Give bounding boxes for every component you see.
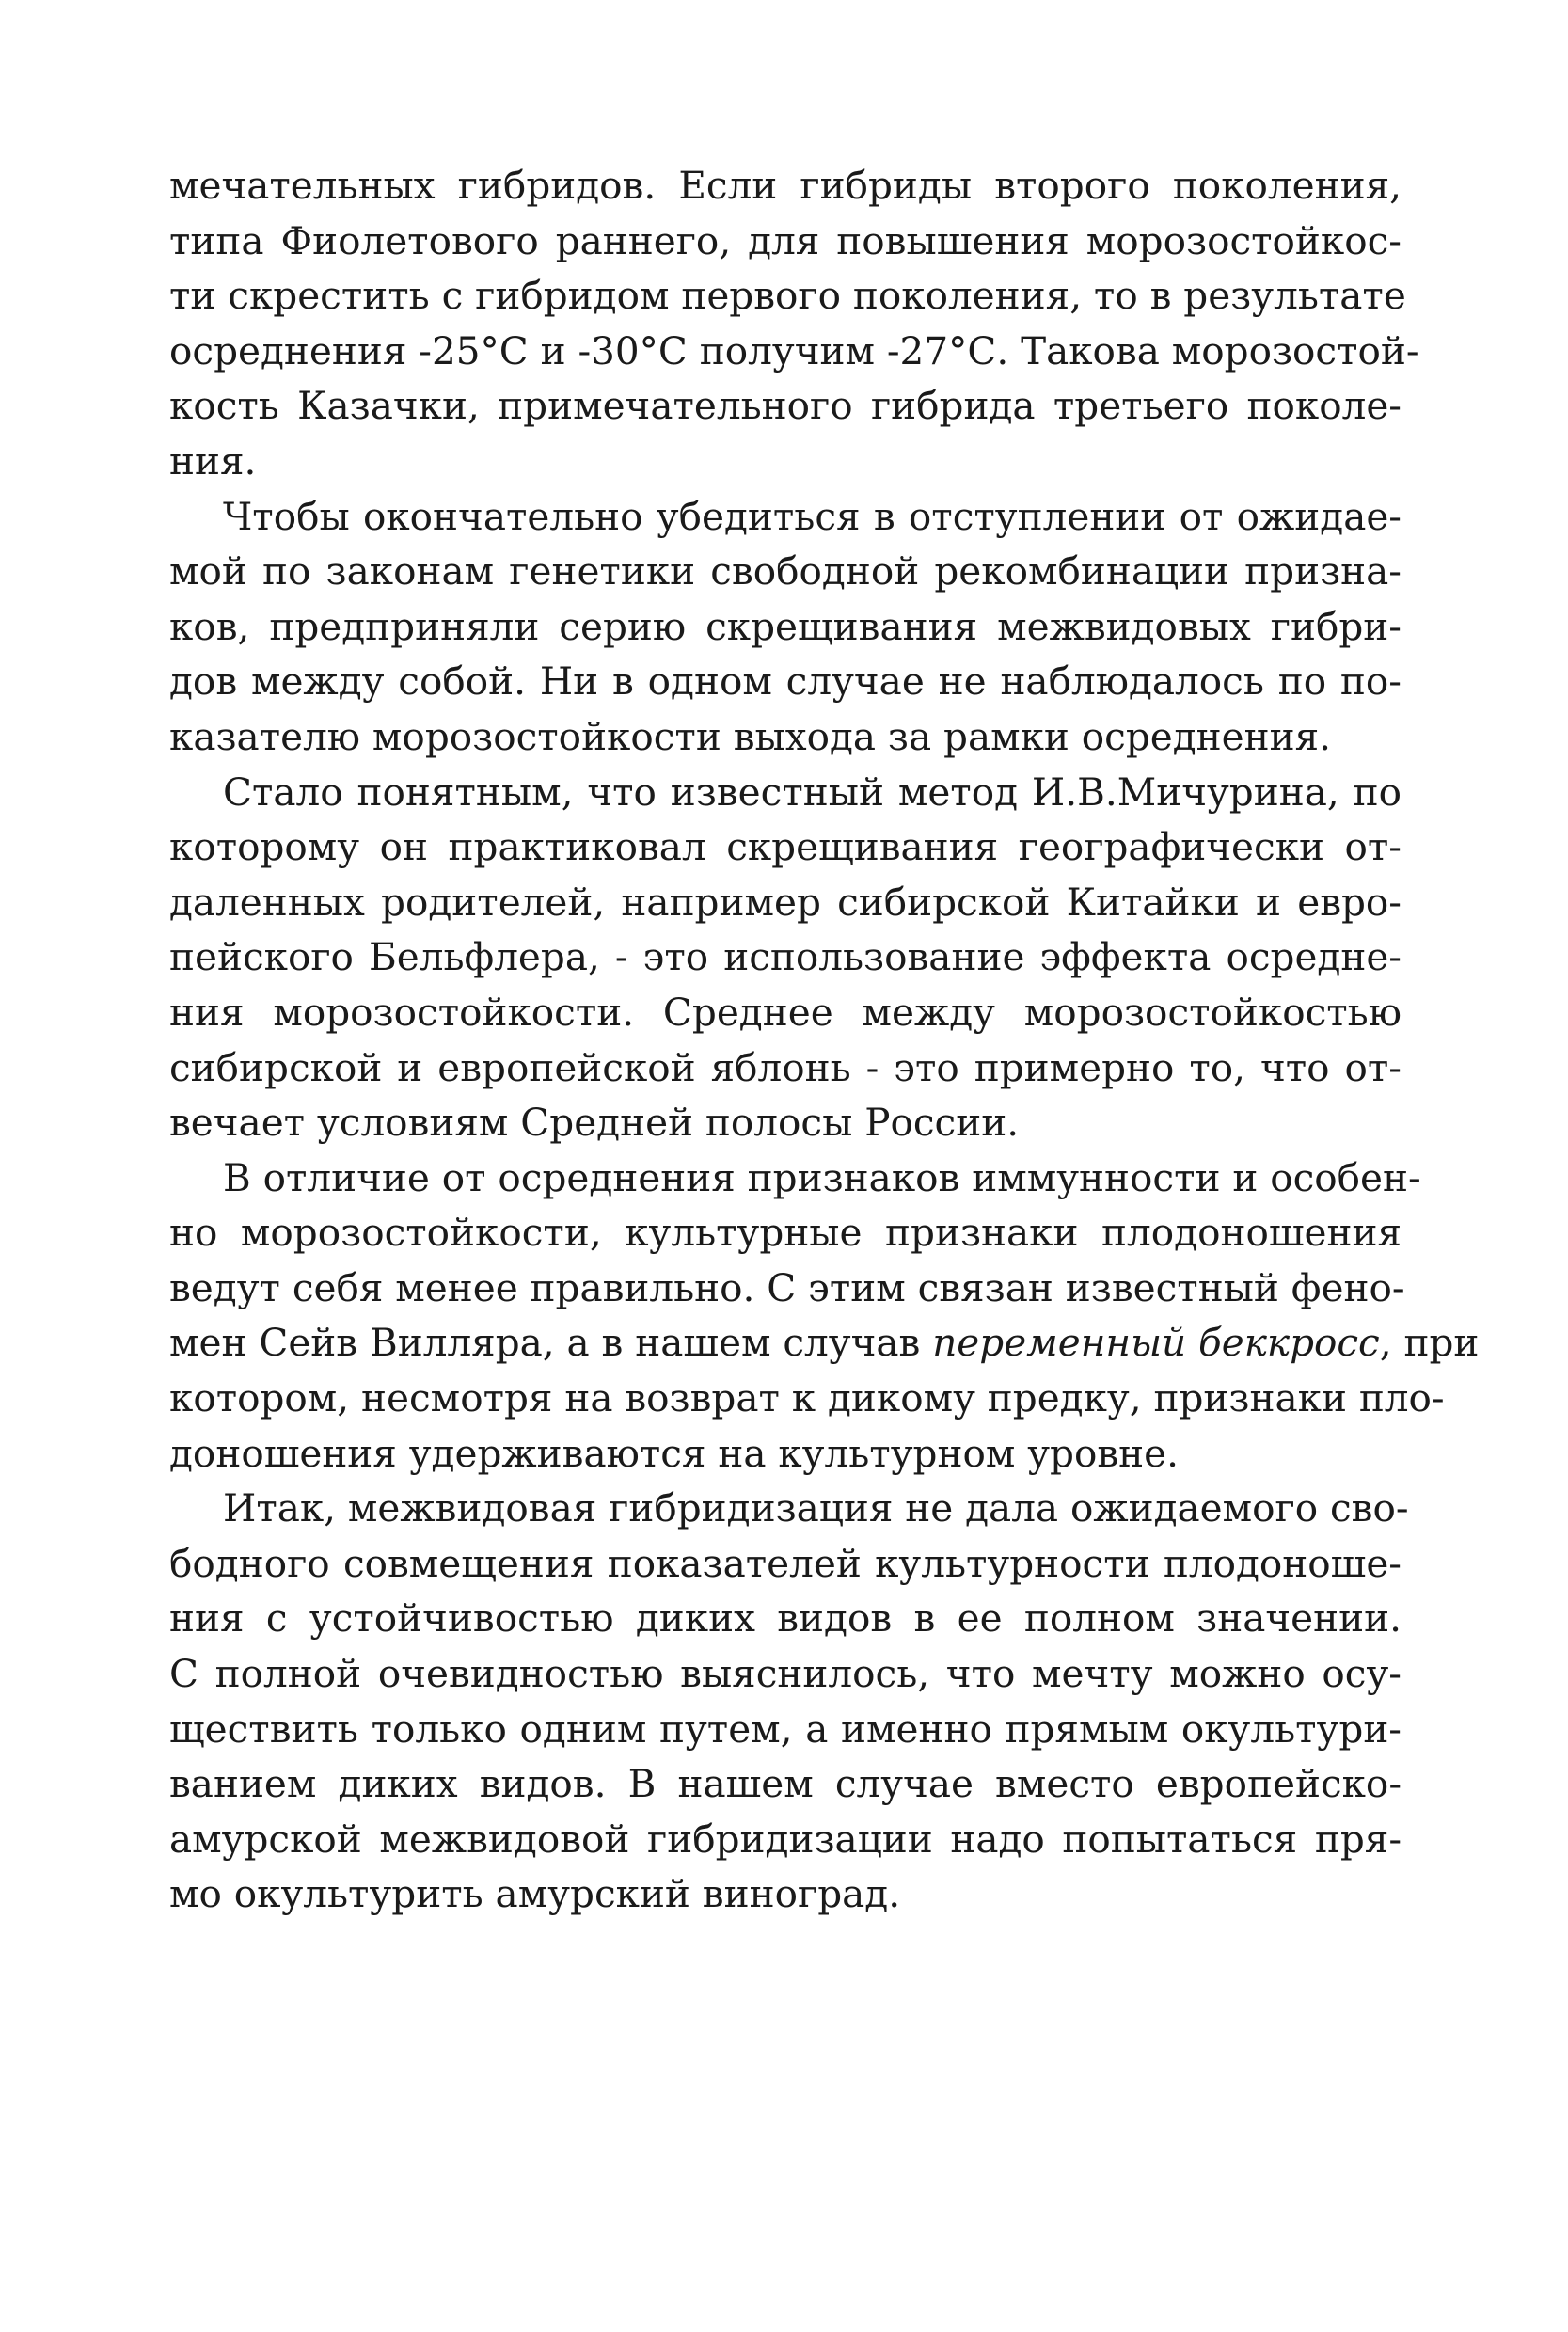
text-fragment: мен Сейв Вилляра, а в нашем случав xyxy=(169,1320,921,1366)
text-line: ния с устойчивостью диких видов в ее полном значении. xyxy=(169,1595,1402,1642)
text-line: ванием диких видов. В нашем случае вместо европейско- xyxy=(169,1761,1402,1807)
text-line: ти скрестить с гибридом первого поколения, то в результате xyxy=(169,273,1406,319)
text-line: дов между собой. Ни в одном случае не наблюдалось по по- xyxy=(169,658,1402,705)
text-line: типа Фиолетового раннего, для повышения морозостойкос- xyxy=(169,217,1402,263)
text-line: мо окультурить амурский виноград. xyxy=(169,1871,901,1917)
text-line: котором, несмотря на возврат к дикому предку, признаки пло- xyxy=(169,1375,1445,1421)
text-line-with-emphasis xyxy=(169,1315,1480,1371)
text-line: мечательных гибридов. Если гибриды второго поколения, xyxy=(169,163,1402,208)
text-line: ществить только одним путем, а именно прямым окультури- xyxy=(169,1705,1402,1752)
body-text xyxy=(169,158,1480,1922)
text-line: В отличие от осреднения признаков иммунности и особен- xyxy=(223,1154,1421,1200)
text-line: даленных родителей, например сибирской Китайки и евро- xyxy=(169,879,1402,925)
text-line: кость Казачки, примечательного гибрида третьего поколе- xyxy=(169,383,1402,429)
text-line: С полной очевидностью выяснилось, что мечту можно осу- xyxy=(169,1651,1402,1697)
text-line: бодного совмещения показателей культурности плодоноше- xyxy=(169,1540,1402,1586)
text-line: амурской межвидовой гибридизации надо попытаться пря- xyxy=(169,1816,1402,1862)
text-line: мой по законам генетики свободной рекомбинации призна- xyxy=(169,548,1402,595)
text-line: пейского Бельфлера, - это использование эффекта осредне- xyxy=(169,934,1402,980)
text-fragment: , при xyxy=(1379,1320,1480,1366)
text-line: но морозостойкости, культурные признаки плодоношения xyxy=(169,1210,1402,1256)
text-line: ния. xyxy=(169,437,257,484)
text-line: Стало понятным, что известный метод И.В.Мичурина, по xyxy=(223,769,1402,815)
text-line: ков, предприняли серию скрещивания межвидовых гибри- xyxy=(169,603,1402,649)
text-line: сибирской и европейской яблонь - это примерно то, что от- xyxy=(169,1044,1402,1090)
emphasized-term: переменный беккросс xyxy=(932,1320,1380,1366)
text-line: которому он практиковал скрещивания географически от- xyxy=(169,824,1402,870)
text-line: ния морозостойкости. Среднее между морозостойкостью xyxy=(169,989,1402,1035)
text-line: доношения удерживаются на культурном уровне. xyxy=(169,1430,1179,1476)
text-line: казателю морозостойкости выхода за рамки осреднения. xyxy=(169,713,1332,759)
text-line: Итак, межвидовая гибридизация не дала ожидаемого сво- xyxy=(223,1485,1409,1531)
text-line: осреднения -25°С и -30°С получим -27°С. Такова морозостой- xyxy=(169,327,1419,373)
text-line: вечает условиям Средней полосы России. xyxy=(169,1100,1020,1146)
text-line: Чтобы окончательно убедиться в отступлении от ожидае- xyxy=(223,493,1402,539)
text-line: ведут себя менее правильно. С этим связан известный фено- xyxy=(169,1264,1405,1310)
